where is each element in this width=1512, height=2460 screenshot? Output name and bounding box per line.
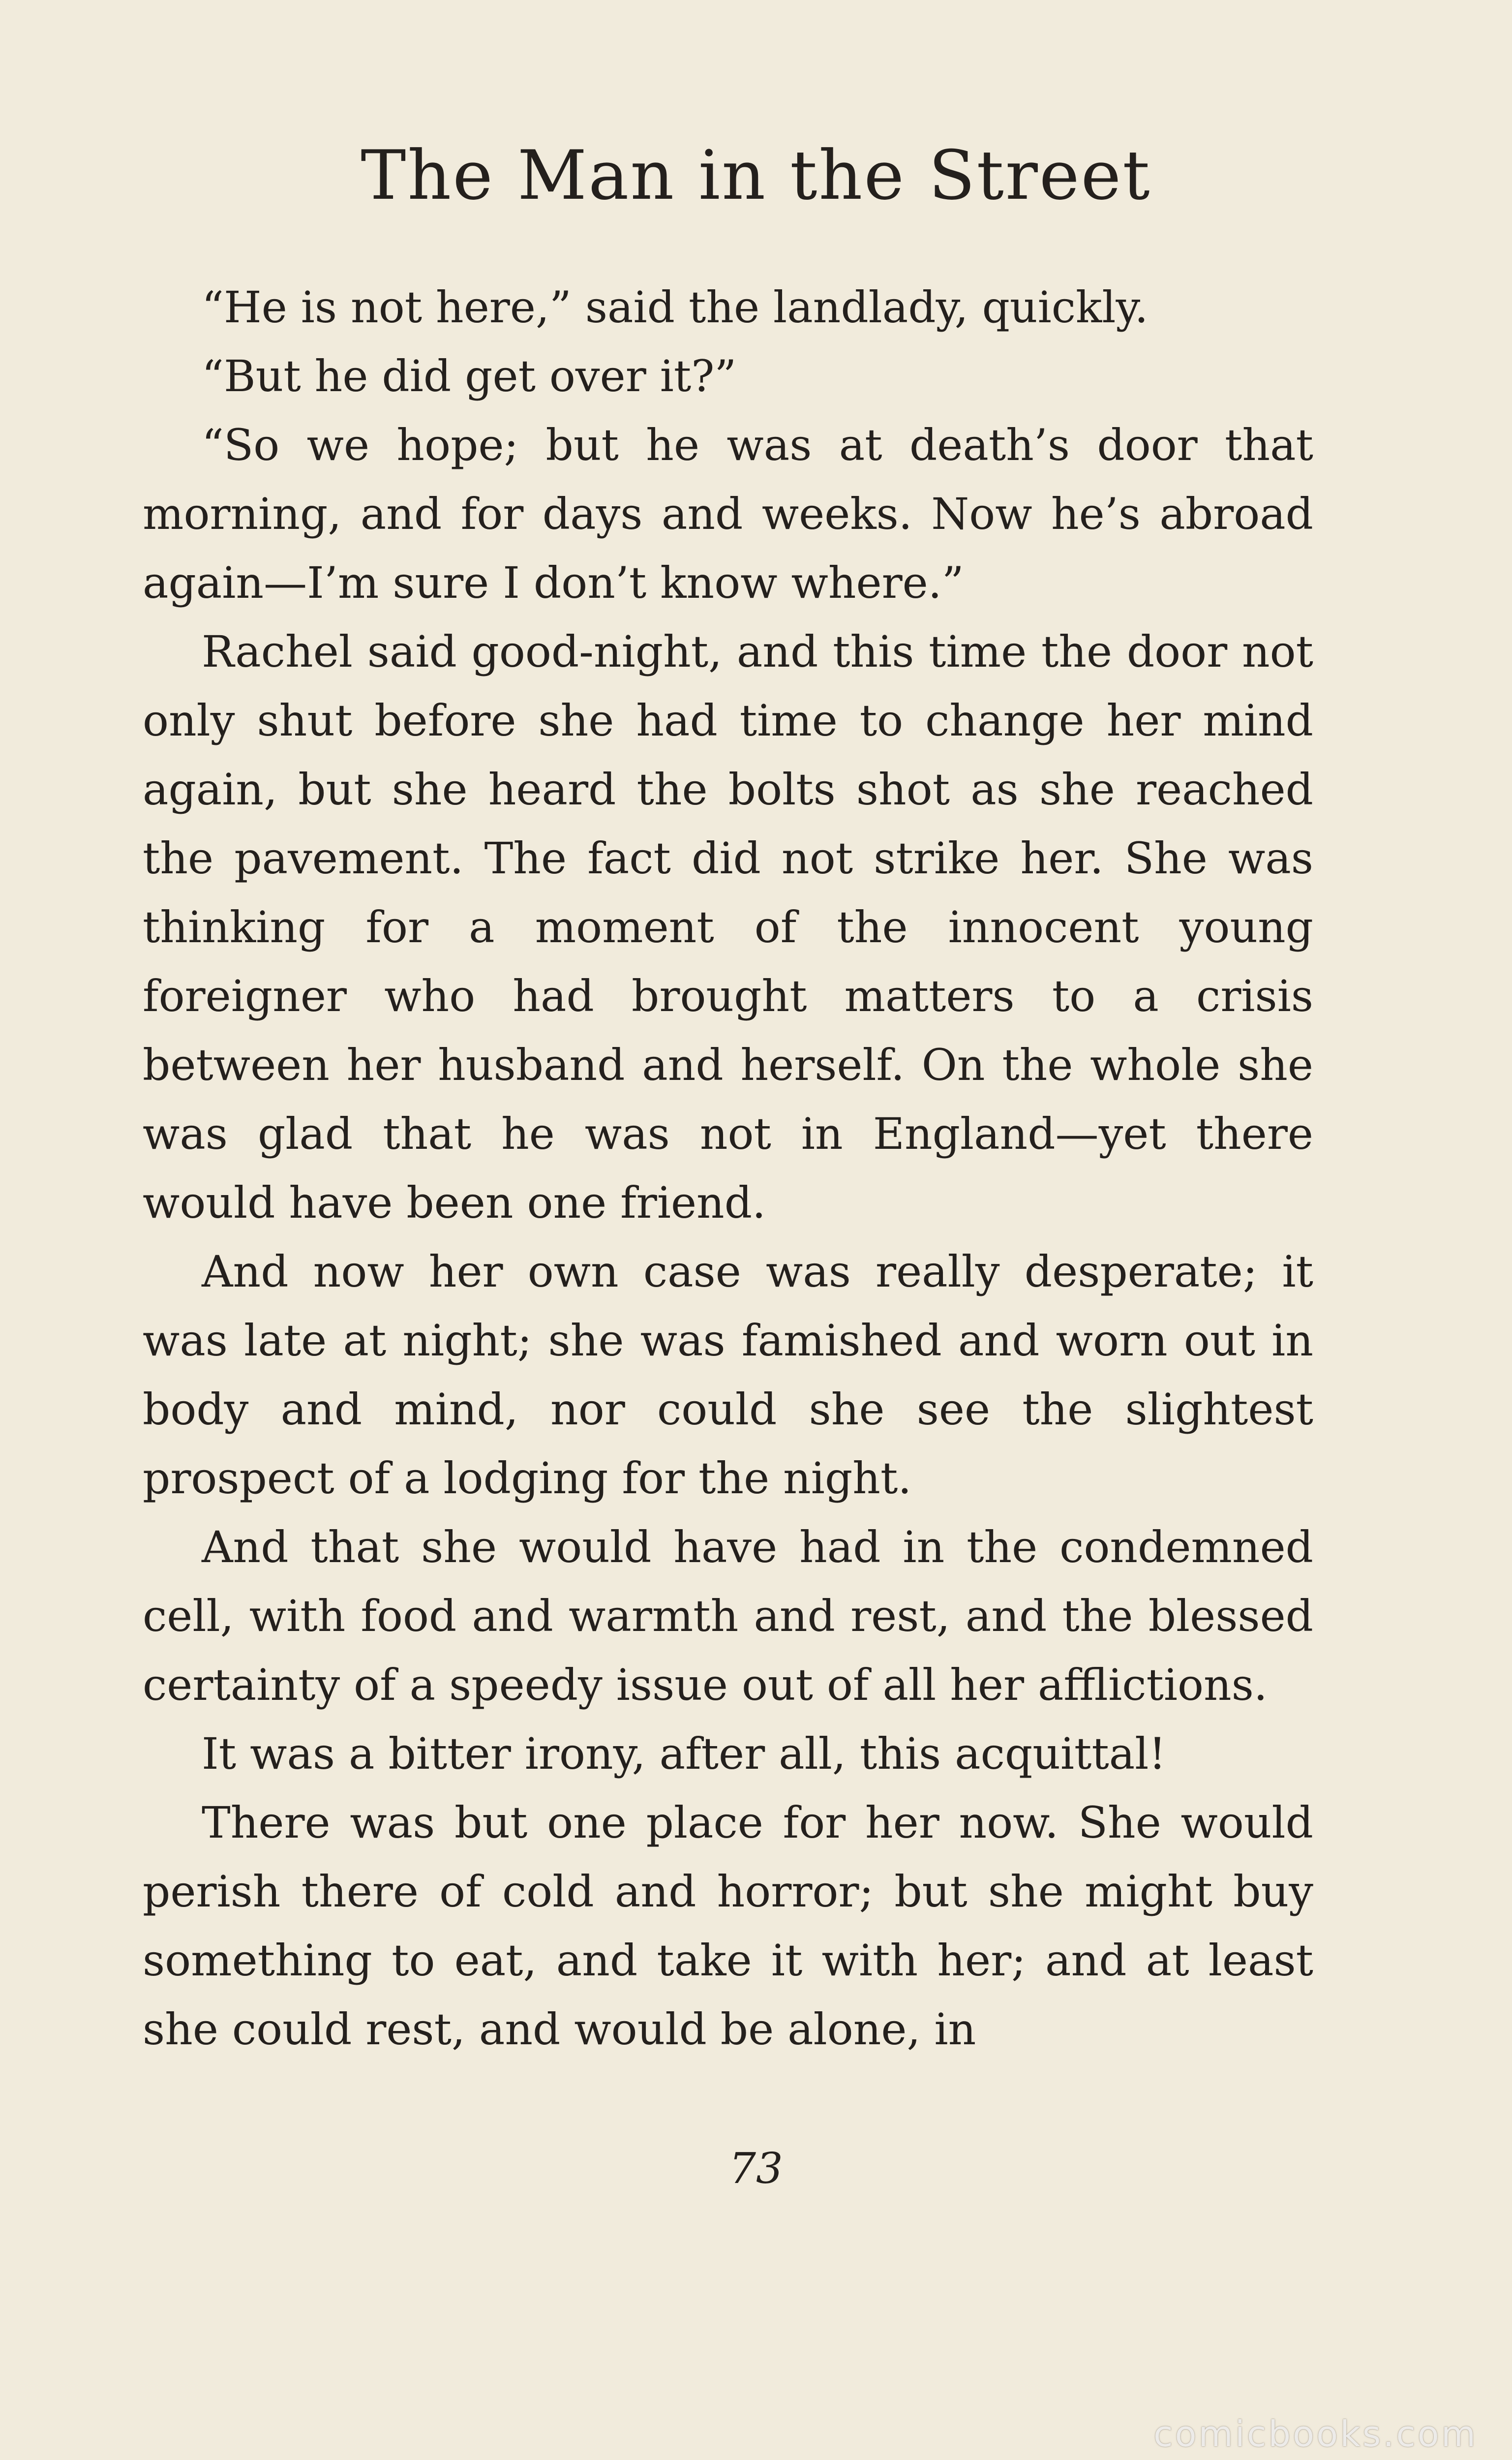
paragraph: And now her own case was really desperate; it was late at night; she was famished and worn out in body and mind, nor could she see the slightest prospect of a lodging for the night. [143, 1246, 1313, 1504]
paragraph: “But he did get over it?” [202, 351, 737, 401]
paragraph: There was but one place for her now. She would perish there of cold and horror; but she might buy something to eat, and take it with her; and at least she could rest, and would be alone, in [143, 1797, 1313, 2055]
page-number: 73 [729, 2144, 783, 2193]
paragraph: It was a bitter irony, after all, this acquittal! [202, 1728, 1166, 1779]
paragraph: “He is not here,” said the landlady, quickly. [202, 282, 1149, 333]
paragraph: Rachel said good-night, and this time the door not only shut before she had time to change her mind again, but she heard the bolts shot as she reached the pavement. The fact did not strike her. She was thinking for a moment of the innocent young foreigner who had brought matters to a crisis between her husband and herself. On the whole she was glad that he was not in England—yet there would have been one friend. [143, 626, 1313, 1228]
running-head: The Man in the Street [361, 136, 1151, 215]
paragraph: And that she would have had in the condemned cell, with food and warmth and rest, and the blessed certainty of a speedy issue out of all her afflictions. [143, 1522, 1313, 1710]
body-text [143, 273, 1313, 2064]
watermark: comicbooks.com [1153, 2413, 1478, 2455]
paragraph: “So we hope; but he was at death’s door that morning, and for days and weeks. Now he’s abroad again—I’m sure I don’t know where.” [143, 420, 1313, 608]
